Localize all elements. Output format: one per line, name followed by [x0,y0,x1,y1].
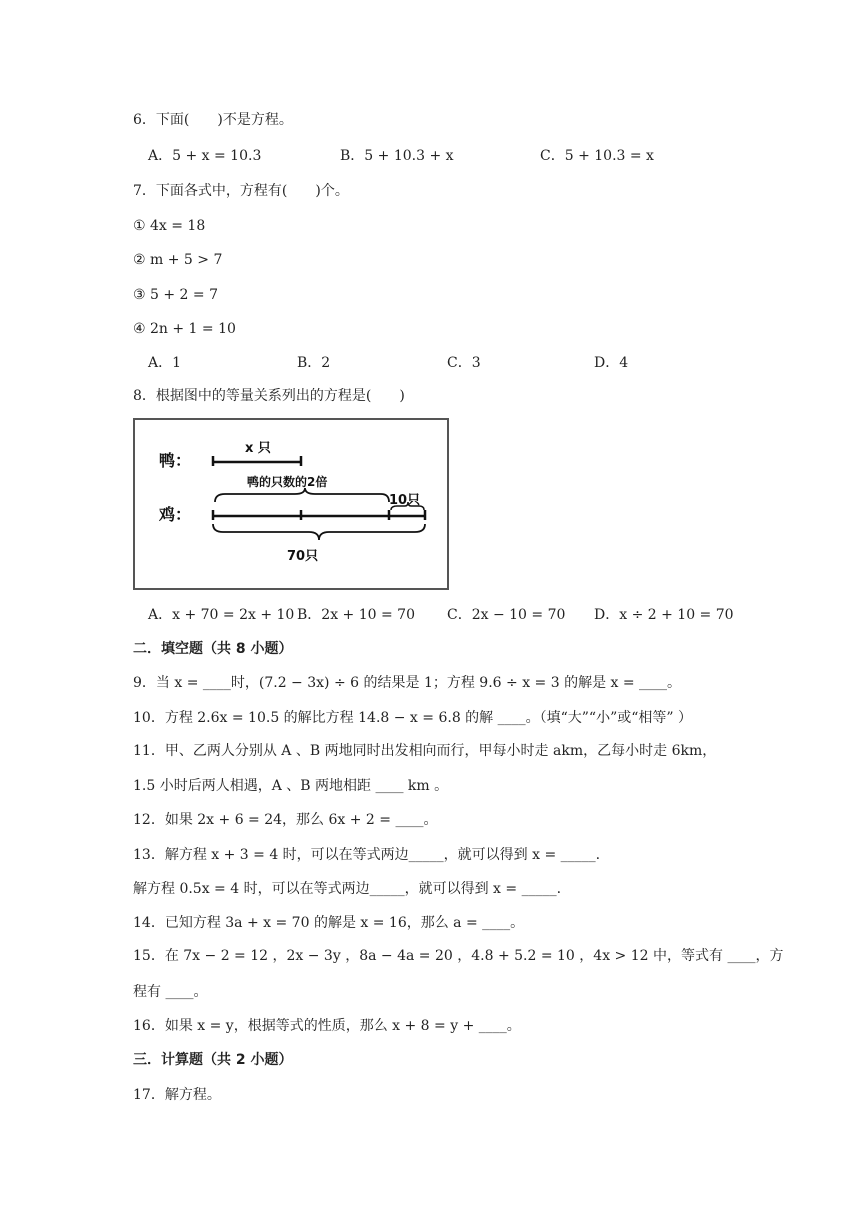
total-label: 70只 [287,549,319,564]
q16: 16．如果 x = y，根据等式的性质，那么 x + 8 = y + ____。 [133,1018,521,1034]
q6-option-a: A．5 + x = 10.3 [148,148,262,164]
q17: 17．解方程。 [133,1087,221,1103]
q8-option-c: C．2x − 10 = 70 [447,607,566,623]
duck-segment [213,456,301,466]
q6-option-c: C．5 + 10.3 = x [540,148,654,164]
q15-line2: 程有 ____。 [133,984,208,1000]
q15-line1: 15．在 7x − 2 = 12 ，2x − 3y ，8a − 4a = 20 ，4.8 + 5.2 = 10 ，4x > 12 中，等式有 ____，方 [133,948,784,964]
double-brace [215,488,389,502]
q14: 14．已知方程 3a + x = 70 的解是 x = 16，那么 a = ____。 [133,915,525,931]
total-brace [213,524,425,540]
section-fill-in-heading: 二．填空题（共 8 小题） [133,641,293,657]
q13-line2: 解方程 0.5x = 4 时，可以在等式两边_____，就可以得到 x = _____. [133,881,562,897]
q7-option-d: D．4 [594,355,629,371]
figure-svg [135,420,447,588]
q8-option-a: A．x + 70 = 2x + 10 [148,607,295,623]
q7-stem: 7．下面各式中，方程有( )个。 [133,183,349,199]
q7-item-2: ② m + 5 > 7 [133,252,223,268]
q7-item-4: ④ 2n + 1 = 10 [133,321,236,337]
chicken-label: 鸡： [159,505,192,524]
double-label: 鸭的只数的2倍 [247,475,328,489]
q12: 12．如果 2x + 6 = 24，那么 6x + 2 = ____。 [133,812,438,828]
q7-item-3: ③ 5 + 2 = 7 [133,287,218,303]
q9: 9．当 x = ____时，(7.2 − 3x) ÷ 6 的结果是 1；方程 9.6 ÷ x = 3 的解是 x = ____。 [133,675,682,691]
q7-item-1: ① 4x = 18 [133,218,206,234]
q13-line1: 13．解方程 x + 3 = 4 时，可以在等式两边_____，就可以得到 x = _____. [133,847,601,863]
q8-option-b: B．2x + 10 = 70 [297,607,415,623]
q7-option-b: B．2 [297,355,331,371]
line-segment-figure [133,418,449,590]
q6-stem: 6．下面( )不是方程。 [133,112,293,128]
q6-option-b: B．5 + 10.3 + x [340,148,454,164]
duck-count-label: x 只 [245,441,271,456]
extra-label: 10只 [389,493,421,508]
q11-line2: 1.5 小时后两人相遇，A 、B 两地相距 ____ km 。 [133,778,449,794]
q8-option-d: D．x ÷ 2 + 10 = 70 [594,607,734,623]
q10: 10．方程 2.6x = 10.5 的解比方程 14.8 − x = 6.8 的解 ____。（填“大”“小”或“相等” ） [133,710,693,726]
q7-option-a: A．1 [148,355,182,371]
q7-option-c: C．3 [447,355,481,371]
section-calc-heading: 三．计算题（共 2 小题） [133,1052,293,1068]
q8-stem: 8．根据图中的等量关系列出的方程是( ) [133,388,405,404]
duck-label: 鸭： [159,451,192,470]
q11-line1: 11．甲、乙两人分别从 A 、B 两地同时出发相向而行，甲每小时走 akm，乙每小时走 6km， [133,743,717,759]
chicken-segment [213,510,425,520]
